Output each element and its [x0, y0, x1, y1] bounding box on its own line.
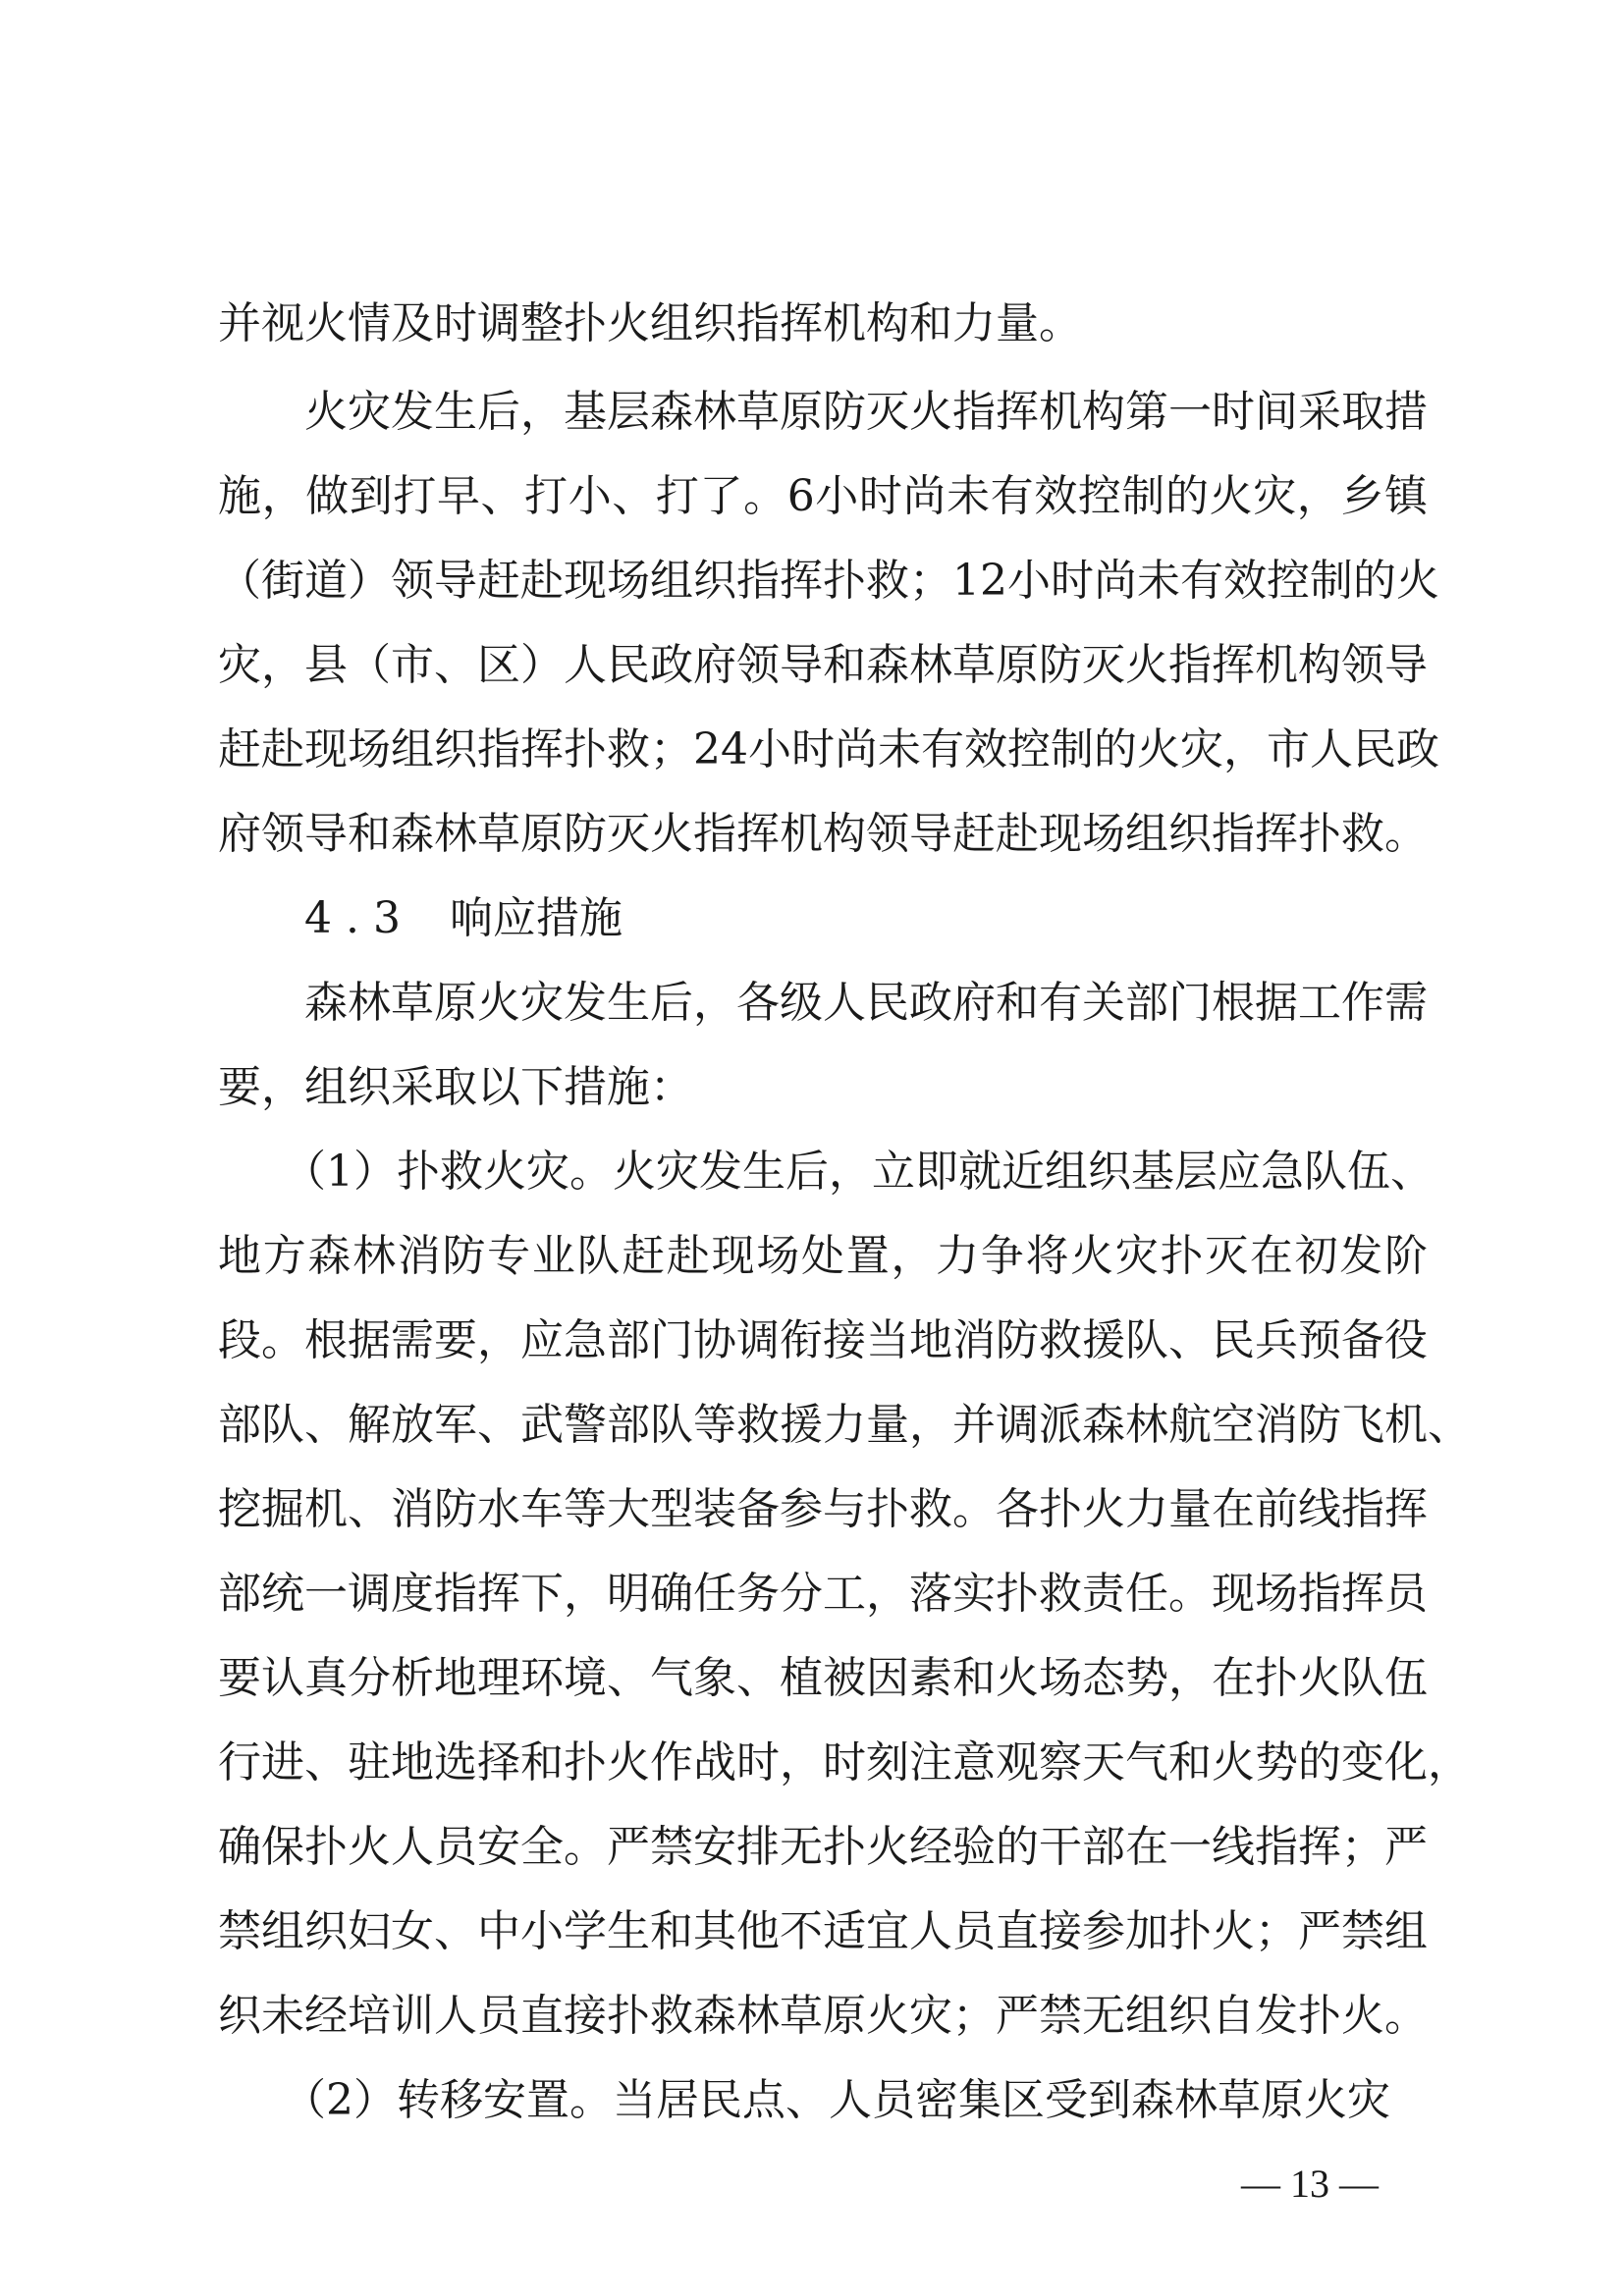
text-line-9: 要，组织采取以下措施：	[218, 1062, 693, 1112]
text-line-2: 火灾发生后，基层森林草原防灭火指挥机构第一时间采取措	[218, 387, 1428, 437]
page-number: — 13 —	[1241, 2162, 1379, 2206]
text-line-6: 赶赴现场组织指挥扑救；24小时尚未有效控制的火灾，市人民政	[218, 724, 1439, 774]
text-line-4: （街道）领导赶赴现场组织指挥扑救；12小时尚未有效控制的火	[218, 556, 1439, 606]
text-line-1: 并视火情及时调整扑火组织指挥机构和力量。	[218, 298, 1082, 348]
text-line-11: 地方森林消防专业队赶赴现场处置，力争将火灾扑灭在初发阶	[218, 1231, 1428, 1281]
text-line-19: 禁组织妇女、中小学生和其他不适宜人员直接参加扑火；严禁组	[218, 1906, 1428, 1956]
text-line-16: 要认真分析地理环境、气象、植被因素和火场态势，在扑火队伍	[218, 1653, 1428, 1703]
text-line-20: 织未经培训人员直接扑救森林草原火灾；严禁无组织自发扑火。	[218, 1991, 1428, 2041]
text-line-15: 部统一调度指挥下，明确任务分工，落实扑救责任。现场指挥员	[218, 1569, 1428, 1619]
text-line-5: 灾，县（市、区）人民政府领导和森林草原防灭火指挥机构领导	[218, 640, 1428, 690]
text-line-12: 段。根据需要，应急部门协调衔接当地消防救援队、民兵预备役	[218, 1315, 1428, 1365]
text-line-10: （1）扑救火灾。火灾发生后，立即就近组织基层应急队伍、	[218, 1147, 1434, 1197]
text-line-7: 府领导和森林草原防灭火指挥机构领导赶赴现场组织指挥扑救。	[218, 809, 1428, 859]
text-line-14: 挖掘机、消防水车等大型装备参与扑救。各扑火力量在前线指挥	[218, 1484, 1428, 1534]
text-line-18: 确保扑火人员安全。严禁安排无扑火经验的干部在一线指挥；严	[218, 1822, 1428, 1872]
section-number: 4.3	[304, 893, 414, 943]
section-heading	[304, 889, 1428, 948]
text-line-17: 行进、驻地选择和扑火作战时，时刻注意观察天气和火势的变化，	[218, 1737, 1471, 1788]
text-line-13: 部队、解放军、武警部队等救援力量，并调派森林航空消防飞机、	[218, 1400, 1471, 1450]
text-line-8: 森林草原火灾发生后，各级人民政府和有关部门根据工作需	[218, 978, 1428, 1028]
text-line-3: 施，做到打早、打小、打了。6小时尚未有效控制的火灾，乡镇	[218, 471, 1428, 521]
text-line-21: （2）转移安置。当居民点、人员密集区受到森林草原火灾	[218, 2075, 1390, 2125]
section-title: 响应措施	[449, 893, 623, 943]
